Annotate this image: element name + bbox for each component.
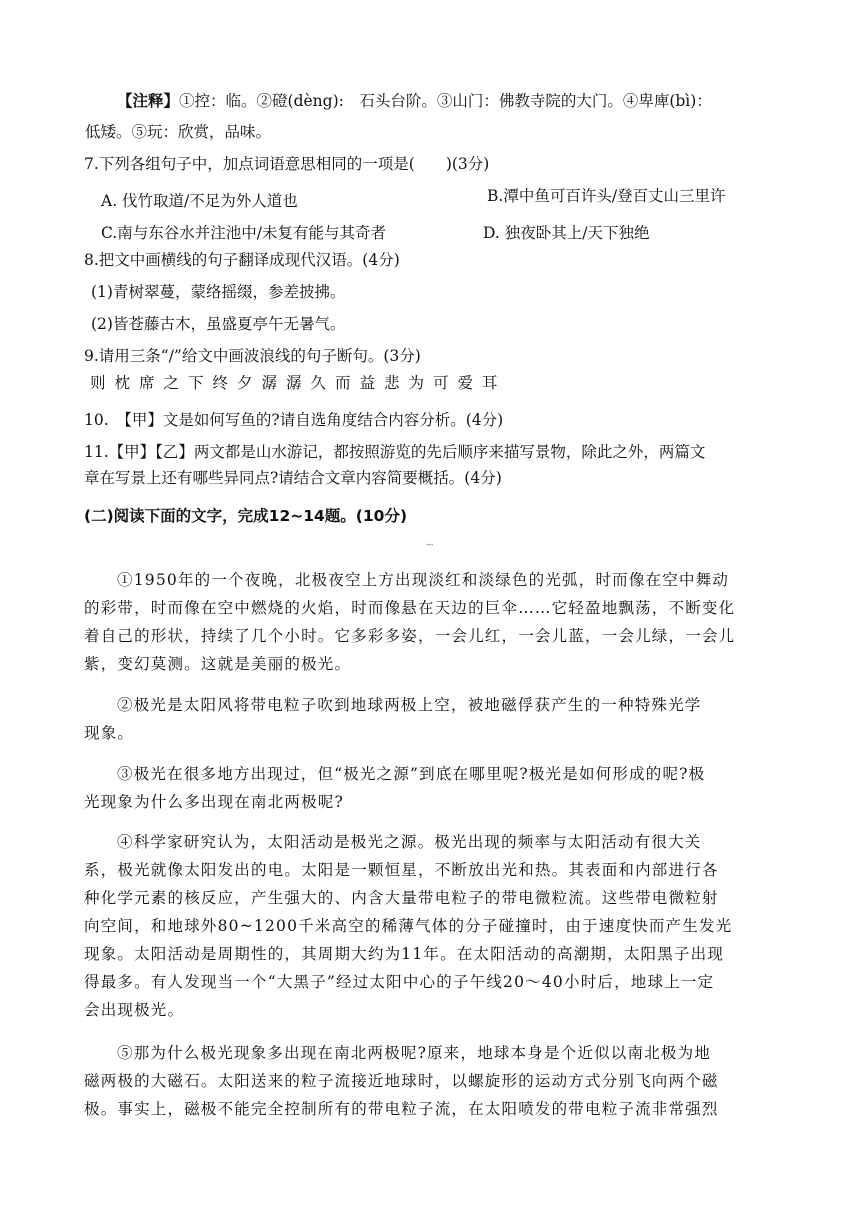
question-8-item-1: (1)青树翠蔓，蒙络摇缀，参差披拂。 <box>91 283 346 301</box>
notes-label: 【注释】 <box>117 92 180 110</box>
paragraph-4-line-7: 会出现极光。 <box>84 1001 185 1019</box>
question-7-stem: 7.下列各组句子中，加点词语意思相同的一项是( )(3分) <box>84 155 490 173</box>
question-9-sentence: 则枕席之下终夕潺潺久而益悲为可爱耳 <box>90 374 507 392</box>
paragraph-1-line-4: 紫，变幻莫测。这就是美丽的极光。 <box>84 655 352 673</box>
paragraph-4-line-4: 向空间，和地球外80~1200千米高空的稀薄气体的分子碰撞时，由于速度快而产生发光 <box>84 917 733 935</box>
question-7-option-a: A. 伐竹取道/不足为外人道也 <box>101 192 298 210</box>
paragraph-1-line-1: ①1950年的一个夜晚，北极夜空上方出现淡红和淡绿色的光弧，时而像在空中舞动 <box>117 571 730 589</box>
paragraph-1-line-2: 的彩带，时而像在空中燃烧的火焰，时而像悬在天边的巨伞……它轻盈地飘荡，不断变化 <box>84 599 736 617</box>
section-heading: (二)阅读下面的文字，完成12~14题。(10分) <box>84 507 408 525</box>
paragraph-4-line-1: ④科学家研究认为，太阳活动是极光之源。极光出现的频率与太阳活动有很大关 <box>117 833 702 851</box>
question-11-line-1: 11.【甲】【乙】两文都是山水游记，都按照游览的先后顺序来描写景物，除此之外，两篇文 <box>84 443 706 461</box>
paragraph-4-line-3: 种化学元素的核反应，产生强大的、内含大量带电粒子的带电微粒流。这些带电微粒射 <box>84 889 719 907</box>
paragraph-5-line-1: ⑤那为什么极光现象多出现在南北两极呢?原来，地球本身是个近似以南北极为地 <box>117 1044 712 1062</box>
paragraph-4-line-2: 系，极光就像太阳发出的电。太阳是一颗恒星，不断放出光和热。其表面和内部进行各 <box>84 861 719 879</box>
paragraph-1-line-3: 着自己的形状，持续了几个小时。它多彩多姿，一会儿红，一会儿蓝，一会儿绿，一会儿 <box>84 627 736 645</box>
question-7-option-d: D. 独夜卧其上/天下独绝 <box>483 224 650 242</box>
notes-line-1 <box>117 90 712 112</box>
paragraph-3-line-2: 光现象为什么多出现在南北两极呢? <box>84 793 345 811</box>
article-title: 极光形成之谜 <box>427 545 433 546</box>
notes-text-1: ①控：临。②磴(dèng): 石头台阶。③山门：佛教寺院的大门。④卑庳(bì)： <box>179 92 712 110</box>
paragraph-4-line-6: 得最多。有人发现当一个“大黑子”经过太阳中心的子午线20～40小时后，地球上一定 <box>84 973 715 991</box>
paragraph-4-line-5: 现象。太阳活动是周期性的，其周期大约为11年。在太阳活动的高潮期，太阳黑子出现 <box>84 945 725 963</box>
question-10-stem: 10. 【甲】文是如何写鱼的?请自选角度结合内容分析。(4分) <box>84 411 504 429</box>
question-7-option-b: B.潭中鱼可百许头/登百丈山三里许 <box>487 187 726 205</box>
paragraph-3-line-1: ③极光在很多地方出现过，但“极光之源”到底在哪里呢?极光是如何形成的呢?极 <box>117 765 706 783</box>
question-8-stem: 8.把文中画横线的句子翻译成现代汉语。(4分) <box>84 251 400 269</box>
question-9-stem: 9.请用三条“/”给文中画波浪线的句子断句。(3分) <box>84 347 421 365</box>
paragraph-2-line-1: ②极光是太阳风将带电粒子吹到地球两极上空，被地磁俘获产生的一种特殊光学 <box>117 696 702 714</box>
question-8-item-2: (2)皆苍藤古木，虽盛夏亭午无暑气。 <box>91 315 346 333</box>
question-11-line-2: 章在写景上还有哪些异同点?请结合文章内容简要概括。(4分) <box>84 469 502 487</box>
paragraph-5-line-3: 极。事实上，磁极不能完全控制所有的带电粒子流，在太阳喷发的带电粒子流非常强烈 <box>84 1100 719 1118</box>
notes-line-2: 低矮。⑤玩：欣赏，品味。 <box>85 123 272 141</box>
paragraph-2-line-2: 现象。 <box>84 724 135 742</box>
question-7-option-c: C.南与东谷水并注池中/未复有能与其奇者 <box>101 224 386 242</box>
paragraph-5-line-2: 磁两极的大磁石。太阳送来的粒子流接近地球时，以螺旋形的运动方式分别飞向两个磁 <box>84 1072 719 1090</box>
